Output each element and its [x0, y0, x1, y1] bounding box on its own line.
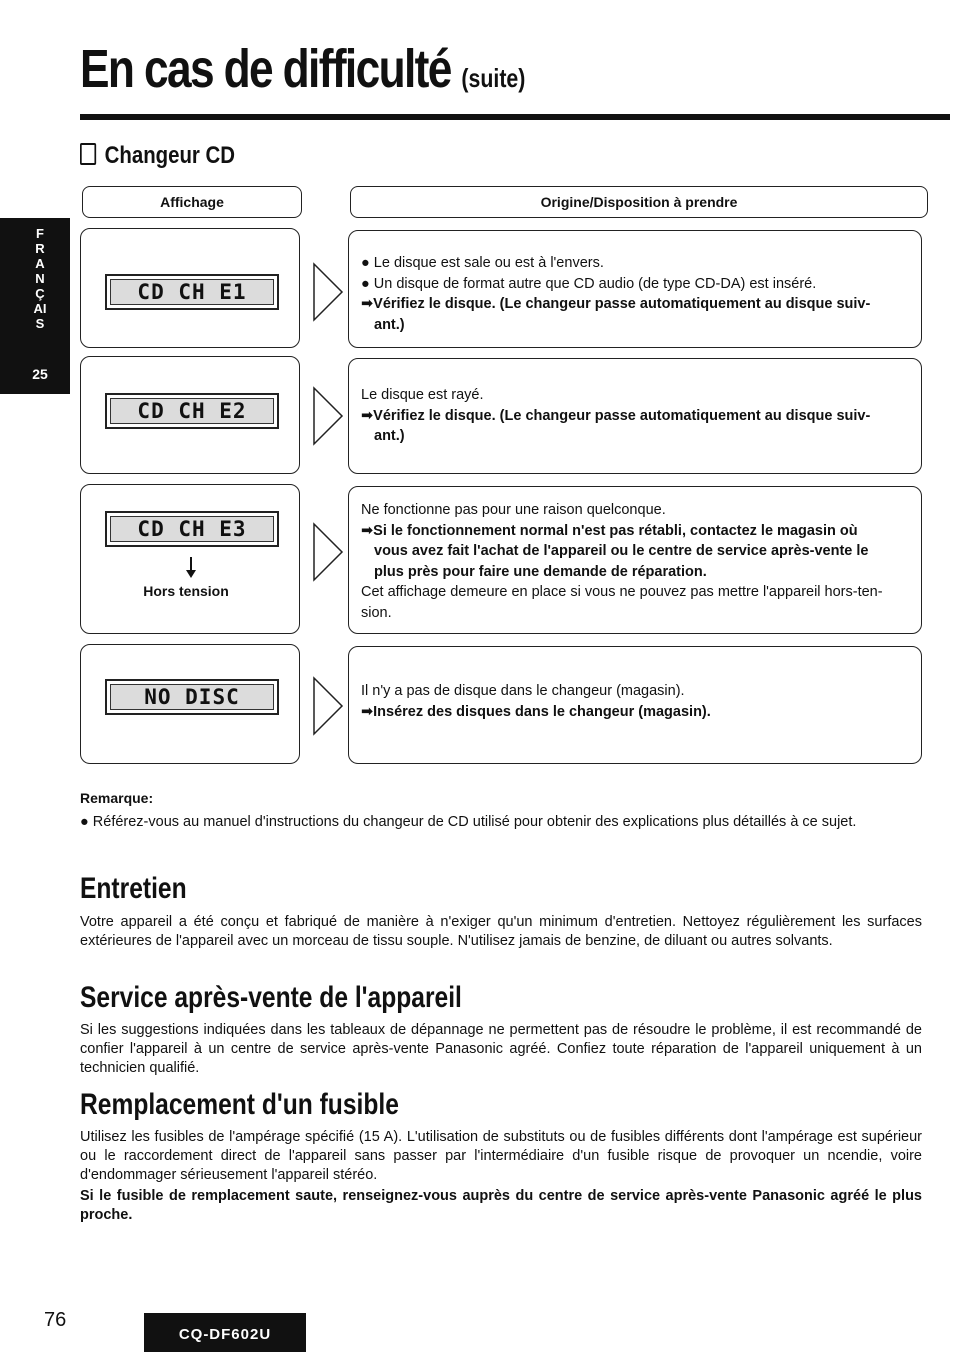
action-line: ➡Insérez des disques dans le changeur (magasin). [361, 703, 711, 720]
lcd-display: NO DISC [105, 679, 279, 715]
down-arrow-icon [184, 557, 198, 579]
lcd-display: CD CH E3 [105, 511, 279, 547]
triangle-arrow-icon [312, 676, 344, 736]
lcd-display: CD CH E2 [105, 393, 279, 429]
title-rule [80, 114, 950, 120]
checkbox-square-icon [80, 143, 96, 165]
power-off-label: Hors tension [143, 583, 229, 599]
cause-line: ● Le disque est sale ou est à l'envers. [361, 255, 604, 271]
cause-line: Ne fonctionne pas pour une raison quelconque. [361, 502, 666, 518]
service-heading: Service après-vente de l'appareil [80, 981, 462, 1014]
model-badge: CQ-DF602U [144, 1313, 306, 1352]
title-suite: (suite) [461, 63, 526, 93]
display-box-e3 [80, 484, 300, 634]
fusible-heading: Remplacement d'un fusible [80, 1088, 399, 1121]
cause-box-e1 [348, 230, 922, 348]
page-title: En cas de difficulté (suite) [80, 39, 526, 99]
language-tab [0, 218, 70, 394]
triangle-arrow-icon [312, 386, 344, 446]
cause-line: Le disque est rayé. [361, 387, 484, 403]
section-heading: Changeur CD [80, 142, 235, 170]
triangle-arrow-icon [312, 262, 344, 322]
remark-text: ● Référez-vous au manuel d'instructions du changeur de CD utilisé pour obtenir des explications plus détaillés à ce sujet. [80, 814, 857, 830]
fusible-bold-text: Si le fusible de remplacement saute, renseignez-vous auprès du centre de service après-vente Panasonic agréé le plus proche. [80, 1188, 922, 1223]
cause-line: Il n'y a pas de disque dans le changeur (magasin). [361, 683, 685, 699]
action-line: ant.) [374, 428, 405, 444]
display-box-no-disc [80, 644, 300, 764]
lcd-display: CD CH E1 [105, 274, 279, 310]
cause-line: ● Un disque de format autre que CD audio (de type CD-DA) est inséré. [361, 275, 817, 292]
page-number: 76 [44, 1309, 67, 1331]
action-line: ant.) [374, 316, 405, 333]
triangle-arrow-icon [312, 522, 344, 582]
remark-label: Remarque: [80, 790, 154, 806]
language-tab-number: 25 [32, 366, 48, 382]
column-header-display: Affichage [82, 186, 302, 218]
action-line: ➡Si le fonctionnement normal n'est pas rétabli, contactez le magasin où [361, 522, 858, 539]
action-line: plus près pour faire une demande de réparation. [374, 563, 707, 580]
cause-box-e3 [348, 486, 922, 634]
column-header-cause: Origine/Disposition à prendre [350, 186, 928, 218]
action-line: vous avez fait l'achat de l'appareil ou le centre de service après-vente le [374, 543, 869, 559]
language-tab-letters: FRANÇAIS [33, 226, 47, 331]
display-box-e1 [80, 228, 300, 348]
display-box-e2 [80, 356, 300, 474]
action-line: ➡Vérifiez le disque. (Le changeur passe automatiquement au disque suiv- [361, 296, 871, 312]
action-line: ➡Vérifiez le disque. (Le changeur passe automatiquement au disque suiv- [361, 407, 871, 424]
entretien-heading: Entretien [80, 872, 187, 905]
note-line: Cet affichage demeure en place si vous ne pouvez pas mettre l'appareil hors-ten- [361, 584, 883, 600]
entretien-text: Votre appareil a été conçu et fabriqué de manière à n'exiger qu'un minimum d'entretien. Nettoyez régulièrement les surfaces extérieures de l'appareil avec un morceau de tissu souple. N'utilisez jamais de benzine, de diluant ou autres solvants. [80, 914, 922, 949]
note-line: sion. [361, 604, 392, 621]
service-text: Si les suggestions indiquées dans les tableaux de dépannage ne permettent pas de résoudre le problème, il est recommandé de confier l'appareil à un centre de service après-vente Panasonic agréé. Confiez toute réparation de l'appareil uniquement à un technicien qualifié. [80, 1022, 922, 1076]
fusible-text: Utilisez les fusibles de l'ampérage spécifié (15 A). L'utilisation de substituts ou de fusibles différents dont l'ampérage est supérieur ou le raccordement direct de l'appareil sans passer par l'intermédiaire d'un fusible risque de provoquer un ncendie, voire d'endommager sérieusement l'appareil stéréo. [80, 1129, 922, 1183]
cause-box-e2 [348, 358, 922, 474]
cause-box-no-disc [348, 646, 922, 764]
